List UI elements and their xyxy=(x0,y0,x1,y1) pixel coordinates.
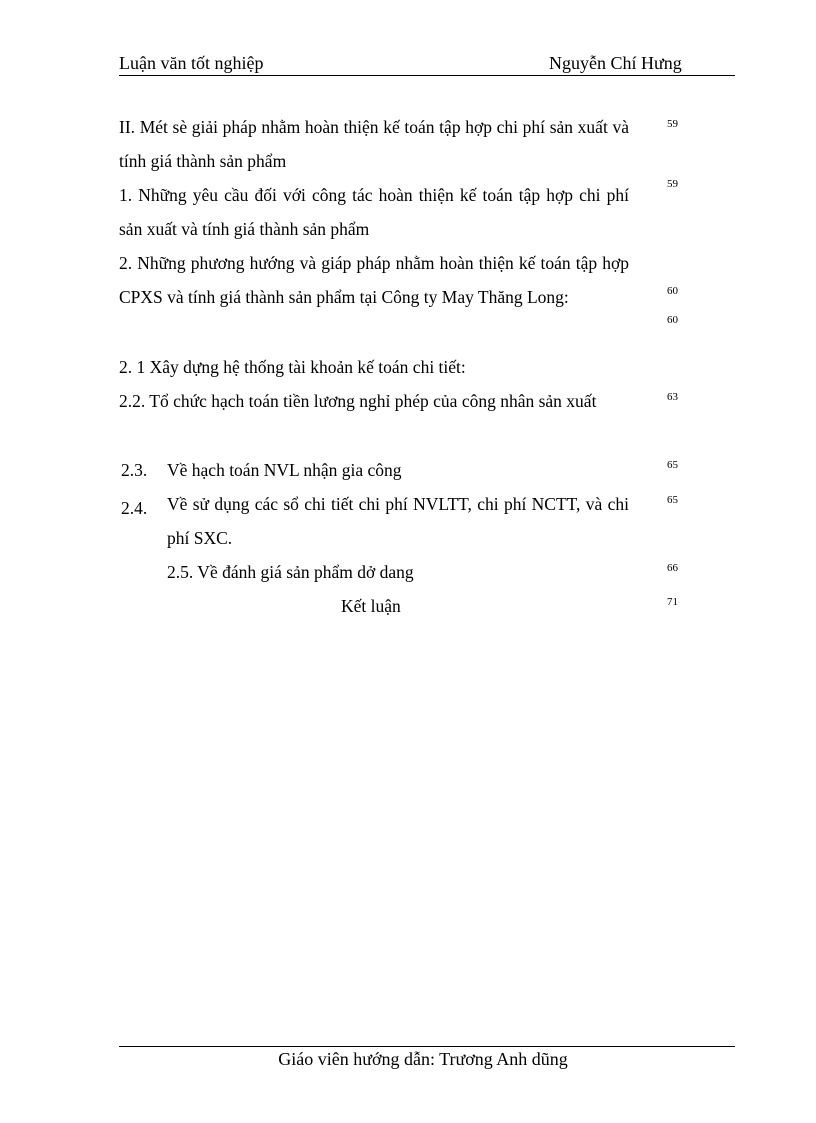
header-divider xyxy=(119,75,735,76)
toc-entry-4-page: 60 xyxy=(667,314,678,326)
toc-entry-7-page: 65 xyxy=(667,494,678,506)
toc-entry-1-text: II. Mét sè giải pháp nhằm hoàn thiện kế toán tập hợp chi phí sản xuất và tính giá thành sản phẩm xyxy=(119,117,629,171)
toc-entry-8-page: 66 xyxy=(667,562,678,574)
footer-divider xyxy=(119,1046,735,1047)
footer-supervisor: Giáo viên hướng dẫn: Trương Anh dũng xyxy=(278,1049,568,1069)
toc-entry-3-page: 60 xyxy=(667,285,678,297)
toc-entry-1-page: 59 xyxy=(667,118,678,130)
toc-entry-5-text: 2.2. Tổ chức hạch toán tiền lương nghỉ phép của công nhân sản xuất xyxy=(119,391,597,411)
toc-entry-3-text: 2. Những phương hướng và giáp pháp nhằm hoàn thiện kế toán tập hợp CPXS và tính giá thành sản phẩm tại Công ty May Thăng Long: xyxy=(119,253,629,307)
toc-entry-2-page: 59 xyxy=(667,178,678,190)
toc-entry-5-page: 63 xyxy=(667,391,678,403)
header-thesis-title: Luận văn tốt nghiệp xyxy=(119,53,264,73)
toc-entry-2-text: 1. Những yêu cầu đối với công tác hoàn thiện kế toán tập hợp chi phí sản xuất và tính giá thành sản phẩm xyxy=(119,185,629,239)
toc-entry-4-text: 2. 1 Xây dựng hệ thống tài khoản kế toán chi tiết: xyxy=(119,357,466,377)
toc-entry-6-page: 65 xyxy=(667,459,678,471)
header-author-name: Nguyễn Chí Hưng xyxy=(549,53,682,73)
toc-entry-6-text: Về hạch toán NVL nhận gia công xyxy=(167,460,402,480)
toc-entry-7-text: Về sử dụng các sổ chi tiết chi phí NVLTT, chi phí NCTT, và chi phí SXC. xyxy=(167,494,629,548)
toc-entry-6-number: 2.3. xyxy=(121,460,148,480)
toc-entry-8-text: 2.5. Về đánh giá sản phẩm dở dang xyxy=(167,562,414,582)
toc-entry-9-page: 71 xyxy=(667,596,678,608)
toc-entry-9-text: Kết luận xyxy=(341,596,401,616)
toc-entry-7-number: 2.4. xyxy=(121,498,148,518)
